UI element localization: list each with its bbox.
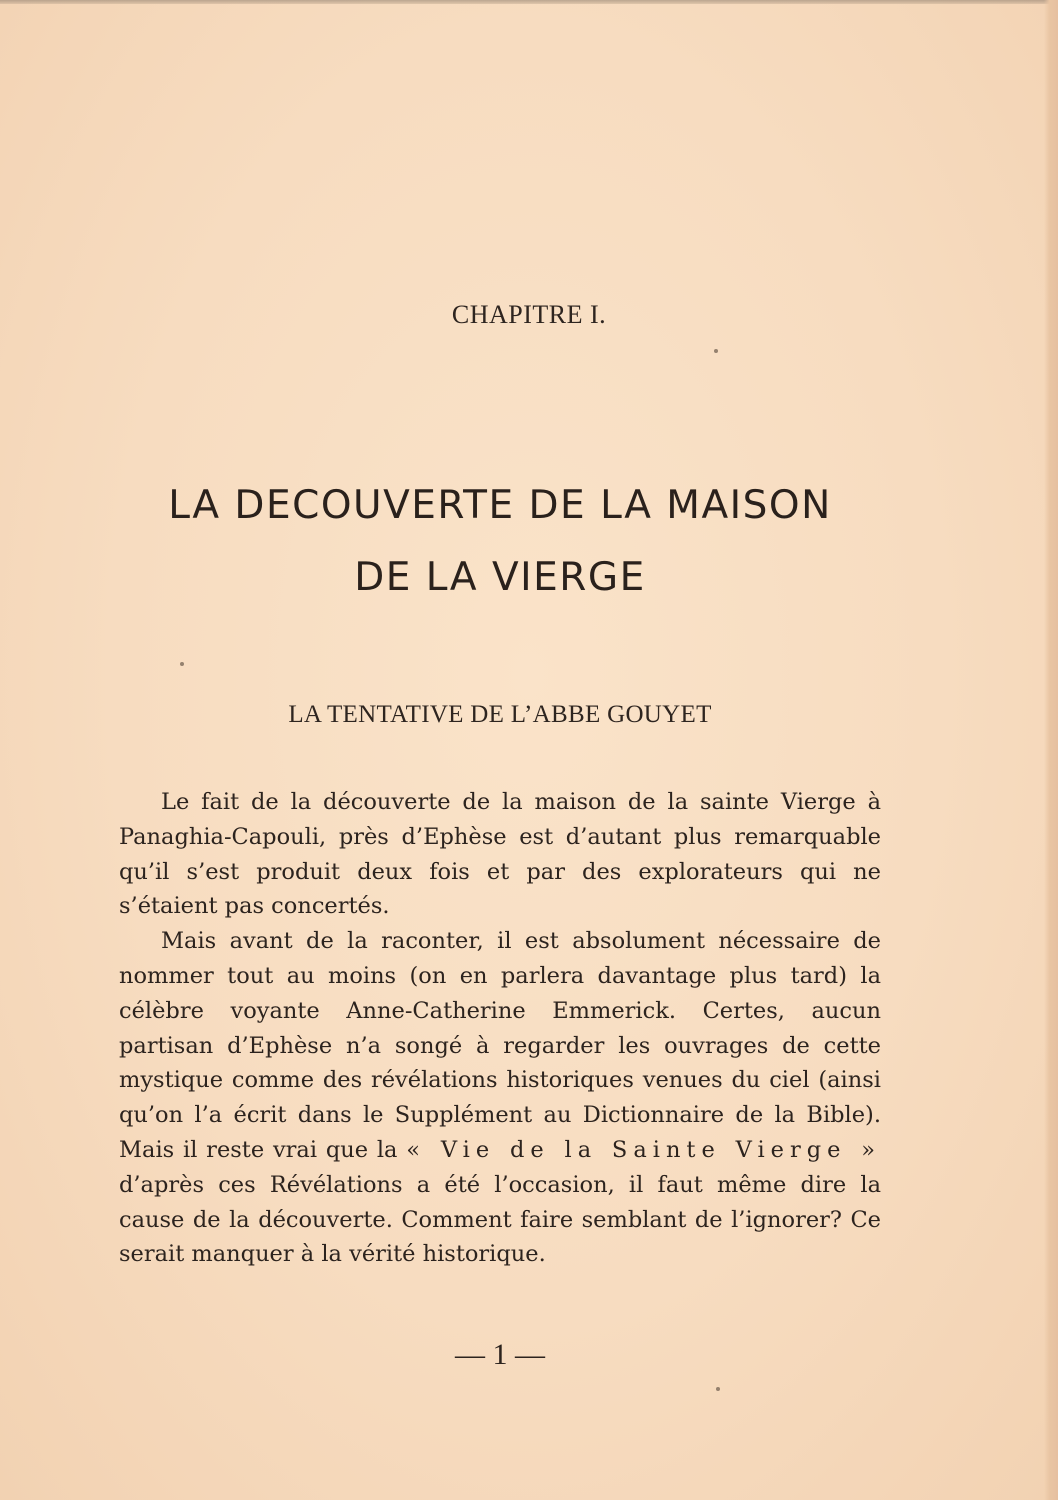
body-text (119, 785, 881, 1272)
page-top-edge (0, 0, 1058, 4)
paragraph-2-text-before: Mais avant de la raconter, il est absolument nécessaire de nommer tout au moins (on en parlera davantage plus tard) la célèbre voyante Anne-Catherine Emmerick. Certes, aucun partisan d’Ephèse n’a songé à regarder les ouvrages de cette mystique comme des révélations historiques venues du ciel (ainsi qu’on l’a écrit dans le Supplément au Dictionnaire de la Bible). Mais il reste vrai que la (119, 928, 881, 1163)
paragraph-1: Le fait de la découverte de la maison de la sainte Vierge à Panaghia-Capouli, près d’Ephèse est d’autant plus remarquable qu’il s’est produit deux fois et par des explorateurs qui ne s’étaient pas concertés. (119, 789, 881, 920)
page-number: — 1 — (455, 1338, 545, 1371)
chapter-title-line-1: LA DECOUVERTE DE LA MAISON (168, 483, 832, 528)
paragraph-2-text-after: d’après ces Révélations a été l’occasion, il faut même dire la cause de la découverte. Comment faire semblant de l’ignorer? Ce serait manquer à la vérité historique. (119, 1171, 881, 1268)
paper-speck (180, 662, 184, 666)
paragraph-2 (119, 924, 881, 1272)
section-heading: LA TENTATIVE DE L’ABBE GOUYET (288, 701, 712, 728)
page-right-edge (1044, 0, 1058, 1500)
paper-speck (714, 349, 718, 353)
book-title-quote: « Vie de la Sainte Vierge » (406, 1136, 881, 1163)
paper-speck (716, 1387, 720, 1391)
chapter-label: CHAPITRE I. (451, 300, 607, 329)
chapter-title (0, 470, 1000, 614)
chapter-title-line-2: DE LA VIERGE (354, 555, 646, 600)
